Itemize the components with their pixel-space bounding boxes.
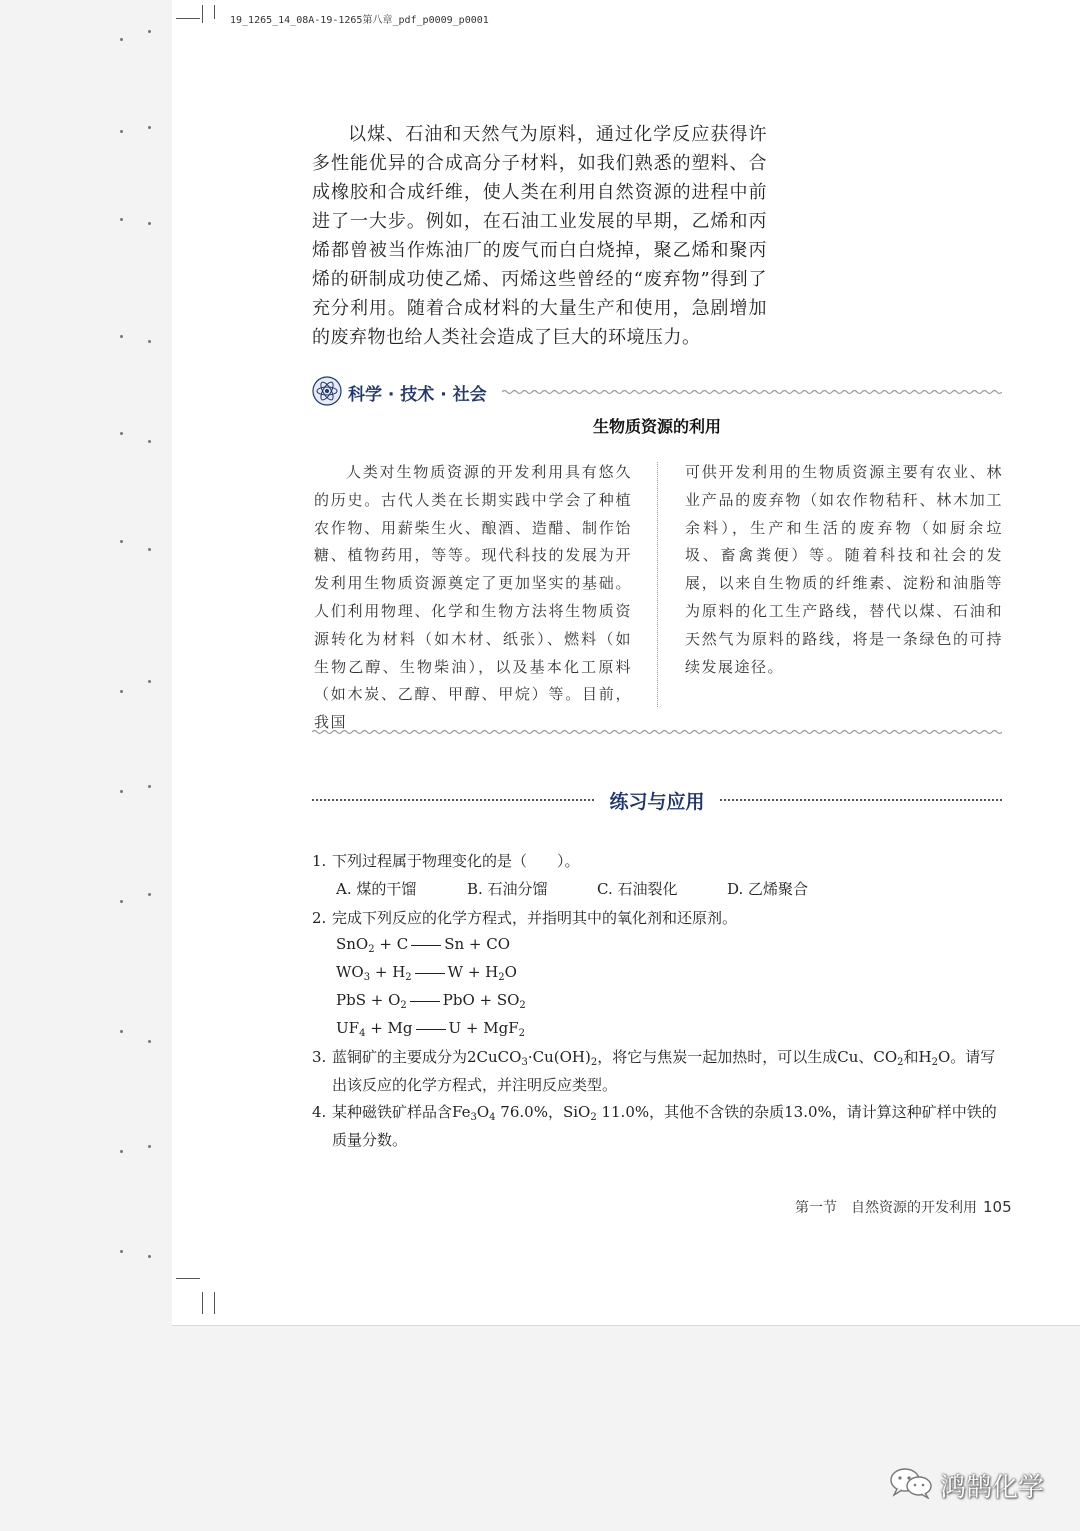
formula-sub: 2 xyxy=(897,1057,904,1068)
equation-3 xyxy=(336,991,526,1009)
crop-mark-bottom-v2 xyxy=(214,1292,215,1314)
eq-sub: 2 xyxy=(498,972,505,983)
dotted-rule-left xyxy=(312,799,594,801)
eq-sub: 2 xyxy=(368,944,375,955)
formula-sub: 2 xyxy=(590,1112,597,1123)
eq-rhs: Sn + CO xyxy=(444,935,511,953)
eq-rhs: O xyxy=(504,963,517,981)
page-footer xyxy=(795,1197,1012,1217)
option-a: A. 煤的干馏 xyxy=(336,880,417,898)
eq-lhs: + C xyxy=(374,935,409,953)
eq-sub: 3 xyxy=(363,972,371,983)
eq-sub: 2 xyxy=(400,1000,407,1011)
eq-sub: 2 xyxy=(518,1028,526,1039)
intro-section xyxy=(312,120,767,352)
watermark xyxy=(888,1463,1058,1503)
wavy-rule-top xyxy=(502,389,1002,395)
file-header: 19_1265_14_08A-19-1265第八章_pdf_p0009_p0001 xyxy=(230,15,489,26)
question-text: 完成下列反应的化学方程式，并指明其中的氧化剂和还原剂。 xyxy=(332,909,738,927)
eq-lhs: WO xyxy=(336,963,364,981)
formula-sub: 3 xyxy=(470,1112,477,1123)
crop-mark-bottom-h xyxy=(176,1278,200,1279)
option-b: B. 石油分馏 xyxy=(467,880,548,898)
page-number: 105 xyxy=(983,1198,1012,1216)
question-text: 76.0%，SiO xyxy=(495,1103,591,1121)
reaction-arrow xyxy=(411,945,441,946)
question-2 xyxy=(312,907,737,928)
footer-section: 第一节 自然资源的开发利用 xyxy=(795,1200,977,1216)
crop-mark-top-v1 xyxy=(202,5,203,23)
crop-mark-top xyxy=(176,18,200,19)
question-number: 1. xyxy=(312,852,327,870)
question-number: 3. xyxy=(312,1048,327,1066)
eq-lhs: + Mg xyxy=(365,1019,413,1037)
wavy-rule-bottom xyxy=(312,729,1002,735)
question-text: O xyxy=(476,1103,490,1121)
reaction-arrow xyxy=(415,973,445,974)
question-number: 2. xyxy=(312,909,327,927)
box-text-left: 人类对生物质资源的开发利用具有悠久的历史。古代人类在长期实践中学会了种植农作物、用薪柴生火、酿酒、造醋、制作饴糖、植物药用，等等。现代科技的发展为开发利用生物质资源奠定了更加坚实的基础。人们利用物理、化学和生物方法将生物质资源转化为材料（如木材、纸张）、燃料（如生物乙醇、生物柴油），以及基本化工原料（如木炭、乙醇、甲醇、甲烷）等。目前，我国 xyxy=(314,463,632,732)
scan-margin xyxy=(0,0,172,1531)
question-text: 蓝铜矿的主要成分为2CuCO xyxy=(332,1048,522,1066)
dotted-rule-right xyxy=(720,799,1002,801)
question-4 xyxy=(312,1101,997,1122)
question-4-line-2: 质量分数。 xyxy=(332,1131,408,1149)
question-3 xyxy=(312,1046,995,1067)
eq-lhs: SnO xyxy=(336,935,369,953)
formula-sub: 3 xyxy=(521,1057,528,1068)
box-column-right xyxy=(685,459,1003,681)
crop-mark-top-v2 xyxy=(214,5,215,19)
atom-icon xyxy=(312,376,342,406)
eq-lhs: PbS + O xyxy=(336,991,401,1009)
eq-rhs: U + MgF xyxy=(448,1019,519,1037)
equation-1 xyxy=(336,935,510,953)
exercises-title: 练习与应用 xyxy=(609,791,705,813)
column-divider xyxy=(657,462,658,707)
formula-sub: 2 xyxy=(590,1057,598,1068)
reaction-arrow xyxy=(416,1029,446,1030)
option-c: C. 石油裂化 xyxy=(597,880,678,898)
formula-sub: 2 xyxy=(931,1057,938,1068)
eq-sub: 2 xyxy=(405,972,412,983)
exercises-header xyxy=(312,786,1002,816)
box-title: 生物质资源的利用 xyxy=(592,417,721,436)
eq-sub: 2 xyxy=(519,1000,526,1011)
question-text: ，将它与焦炭一起加热时，可以生成Cu、CO xyxy=(597,1048,898,1066)
crop-mark-bottom-v1 xyxy=(202,1292,203,1314)
equation-4 xyxy=(336,1019,525,1037)
question-1 xyxy=(312,850,580,871)
equation-2 xyxy=(336,963,517,981)
formula-sub: 4 xyxy=(489,1112,496,1123)
option-d: D. 乙烯聚合 xyxy=(727,880,809,898)
sts-box-header xyxy=(312,374,1002,408)
eq-lhs: + H xyxy=(370,963,406,981)
question-text: 11.0%，其他不含铁的杂质13.0%，请计算这种矿样中铁的 xyxy=(596,1103,997,1121)
eq-lhs: UF xyxy=(336,1019,360,1037)
box-column-left xyxy=(314,459,632,737)
watermark-text: 鸿鹄化学 xyxy=(940,1473,1045,1503)
question-text: 和H xyxy=(903,1048,932,1066)
eq-sub: 4 xyxy=(359,1028,366,1039)
reaction-arrow xyxy=(410,1001,440,1002)
eq-rhs: PbO + SO xyxy=(442,991,520,1009)
question-text: O。请写 xyxy=(937,1048,996,1066)
sts-section-label: 科学 · 技术 · 社会 xyxy=(348,385,487,405)
wechat-icon xyxy=(888,1467,934,1499)
box-text-right: 可供开发利用的生物质资源主要有农业、林业产品的废弃物（如农作物秸秆、林木加工余料），生产和生活的废弃物（如厨余垃圾、畜禽粪便）等。随着科技和社会的发展，以来自生物质的纤维素、淀粉和油脂等为原料的化工生产路线，替代以煤、石油和天然气为原料的路线，将是一条绿色的可持续发展途径。 xyxy=(685,463,1003,676)
eq-rhs: W + H xyxy=(447,963,499,981)
question-text: ·Cu(OH) xyxy=(527,1048,591,1066)
question-text: 某种磁铁矿样品含Fe xyxy=(332,1103,471,1121)
question-text: 下列过程属于物理变化的是（ ）。 xyxy=(332,852,580,870)
question-3-line-2: 出该反应的化学方程式，并注明反应类型。 xyxy=(332,1076,618,1094)
question-number: 4. xyxy=(312,1103,327,1121)
intro-paragraph: 以煤、石油和天然气为原料，通过化学反应获得许多性能优异的合成高分子材料，如我们熟悉的塑料、合成橡胶和合成纤维，使人类在利用自然资源的进程中前进了一大步。例如，在石油工业发展的早期，乙烯和丙烯都曾被当作炼油厂的废气而白白烧掉，聚乙烯和聚丙烯的研制成功使乙烯、丙烯这些曾经的“废弃物”得到了充分利用。随着合成材料的大量生产和使用，急剧增加的废弃物也给人类社会造成了巨大的环境压力。 xyxy=(312,124,767,348)
